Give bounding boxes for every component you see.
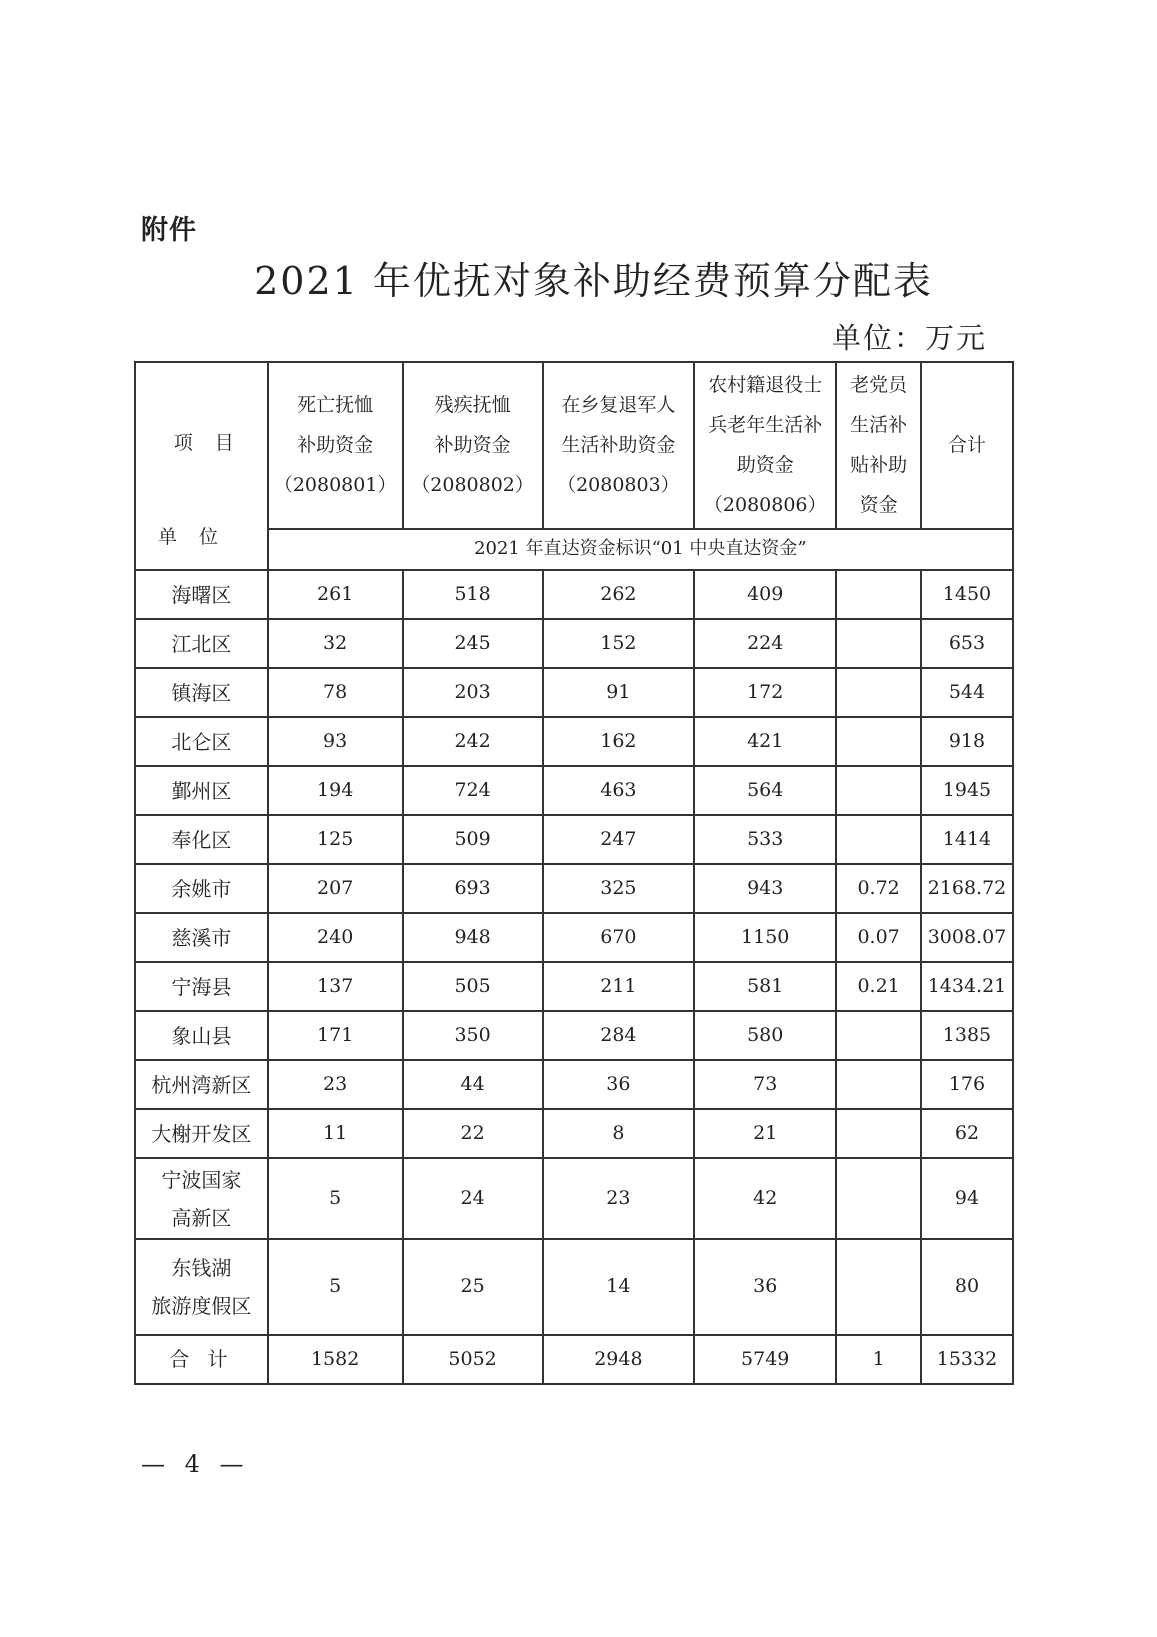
row-value-cell: 1414 <box>921 815 1013 864</box>
row-value-cell: 948 <box>403 913 543 962</box>
row-unit-name <box>135 1011 268 1060</box>
row-value-cell <box>836 668 921 717</box>
total-value-cell: 2948 <box>543 1335 695 1384</box>
row-value-cell: 171 <box>268 1011 403 1060</box>
col-header-line: （2080802） <box>411 474 534 497</box>
col-header-veteran <box>543 362 695 529</box>
row-value-cell: 1385 <box>921 1011 1013 1060</box>
row-value-cell <box>836 766 921 815</box>
col-header-line: （2080801） <box>273 474 397 497</box>
row-value-cell: 93 <box>268 717 403 766</box>
row-unit-name <box>135 766 268 815</box>
row-value-cell: 91 <box>543 668 695 717</box>
row-value-cell: 22 <box>403 1109 543 1158</box>
row-value-cell: 325 <box>543 864 695 913</box>
row-value-cell <box>836 1239 921 1335</box>
page-title: 2021 年优抚对象补助经费预算分配表 <box>254 259 933 303</box>
row-value-cell: 73 <box>694 1060 836 1109</box>
row-value-cell: 224 <box>694 619 836 668</box>
row-value-cell: 242 <box>403 717 543 766</box>
row-value-cell: 580 <box>694 1011 836 1060</box>
row-value-cell: 207 <box>268 864 403 913</box>
table-row <box>135 619 1013 668</box>
row-unit-name <box>135 570 268 619</box>
row-unit-name-line: 高新区 <box>171 1205 232 1230</box>
row-value-cell: 1434.21 <box>921 962 1013 1011</box>
table-row <box>135 1109 1013 1158</box>
row-unit-name-line: 海曙区 <box>171 582 232 607</box>
row-unit-name <box>135 1109 268 1158</box>
row-value-cell: 125 <box>268 815 403 864</box>
row-value-cell <box>836 1109 921 1158</box>
row-value-cell <box>836 1060 921 1109</box>
col-header-line: 补助资金 <box>297 434 374 457</box>
row-unit-name-line: 鄞州区 <box>171 778 232 803</box>
table-row <box>135 1011 1013 1060</box>
col-header-death <box>268 362 403 529</box>
row-unit-name-line: 象山县 <box>171 1023 232 1048</box>
row-value-cell: 137 <box>268 962 403 1011</box>
row-value-cell: 25 <box>403 1239 543 1335</box>
row-value-cell: 350 <box>403 1011 543 1060</box>
row-unit-name-line: 镇海区 <box>171 680 232 705</box>
row-value-cell: 32 <box>268 619 403 668</box>
row-value-cell <box>836 1158 921 1239</box>
row-unit-name <box>135 619 268 668</box>
corner-top-label: 项 目 <box>173 432 242 454</box>
row-unit-name-line: 奉化区 <box>171 827 232 852</box>
row-value-cell: 409 <box>694 570 836 619</box>
row-value-cell: 1450 <box>921 570 1013 619</box>
row-value-cell: 1150 <box>694 913 836 962</box>
row-unit-name-line: 旅游度假区 <box>151 1294 252 1318</box>
col-header-line: 在乡复退军人 <box>561 394 676 417</box>
col-header-disability <box>403 362 543 529</box>
table-row <box>135 1239 1013 1335</box>
row-value-cell: 0.72 <box>836 864 921 913</box>
row-value-cell: 240 <box>268 913 403 962</box>
row-unit-name-line: 宁波国家 <box>161 1167 242 1192</box>
row-value-cell: 78 <box>268 668 403 717</box>
row-unit-name <box>135 864 268 913</box>
table-row <box>135 864 1013 913</box>
col-header-line: 残疾抚恤 <box>434 394 511 417</box>
row-value-cell: 284 <box>543 1011 695 1060</box>
row-unit-name <box>135 1239 268 1335</box>
corner-header <box>135 362 268 570</box>
row-value-cell: 23 <box>268 1060 403 1109</box>
row-value-cell: 0.07 <box>836 913 921 962</box>
row-value-cell: 261 <box>268 570 403 619</box>
total-value-cell: 1582 <box>268 1335 403 1384</box>
col-header-line: 生活补 <box>850 414 908 437</box>
row-value-cell: 8 <box>543 1109 695 1158</box>
row-value-cell <box>836 717 921 766</box>
col-header-line: （2080803） <box>557 474 680 497</box>
col-header-line: （2080806） <box>703 494 827 517</box>
row-value-cell: 544 <box>921 668 1013 717</box>
row-value-cell: 509 <box>403 815 543 864</box>
table-row <box>135 815 1013 864</box>
row-unit-name <box>135 668 268 717</box>
row-value-cell: 194 <box>268 766 403 815</box>
row-value-cell: 533 <box>694 815 836 864</box>
col-header-old-party-member <box>836 362 921 529</box>
table-row <box>135 1060 1013 1109</box>
row-value-cell: 36 <box>694 1239 836 1335</box>
row-value-cell <box>836 815 921 864</box>
col-header-line: 农村籍退役士 <box>708 374 823 397</box>
col-header-total <box>921 362 1013 529</box>
col-header-line: 老党员 <box>850 374 908 397</box>
row-value-cell: 44 <box>403 1060 543 1109</box>
table-row <box>135 570 1013 619</box>
row-value-cell: 918 <box>921 717 1013 766</box>
row-unit-name <box>135 913 268 962</box>
row-value-cell: 42 <box>694 1158 836 1239</box>
row-value-cell: 176 <box>921 1060 1013 1109</box>
row-value-cell: 21 <box>694 1109 836 1158</box>
row-value-cell: 62 <box>921 1109 1013 1158</box>
row-value-cell: 5 <box>268 1239 403 1335</box>
row-value-cell: 247 <box>543 815 695 864</box>
row-value-cell <box>836 619 921 668</box>
row-unit-name-line: 大榭开发区 <box>151 1121 252 1146</box>
page-number: — 4 — <box>141 1450 250 1478</box>
col-header-line: 生活补助资金 <box>561 434 676 457</box>
unit-label: 单位：万元 <box>831 321 987 355</box>
row-value-cell: 80 <box>921 1239 1013 1335</box>
total-value-cell: 5052 <box>403 1335 543 1384</box>
row-value-cell: 14 <box>543 1239 695 1335</box>
total-value-cell: 15332 <box>921 1335 1013 1384</box>
row-value-cell: 24 <box>403 1158 543 1239</box>
row-value-cell: 670 <box>543 913 695 962</box>
attachment-label: 附件 <box>141 215 197 246</box>
row-value-cell: 203 <box>403 668 543 717</box>
row-value-cell: 11 <box>268 1109 403 1158</box>
table-row <box>135 913 1013 962</box>
row-value-cell: 152 <box>543 619 695 668</box>
corner-bottom-label: 单 位 <box>158 526 227 548</box>
col-header-line: 死亡抚恤 <box>297 394 374 417</box>
total-row <box>135 1335 1013 1384</box>
row-value-cell: 2168.72 <box>921 864 1013 913</box>
fund-marker: 2021 年直达资金标识“01 中央直达资金” <box>268 529 1013 570</box>
row-value-cell <box>836 1011 921 1060</box>
row-value-cell: 943 <box>694 864 836 913</box>
row-value-cell: 5 <box>268 1158 403 1239</box>
row-unit-name <box>135 717 268 766</box>
row-value-cell: 36 <box>543 1060 695 1109</box>
row-value-cell: 693 <box>403 864 543 913</box>
row-value-cell: 162 <box>543 717 695 766</box>
row-value-cell: 23 <box>543 1158 695 1239</box>
row-unit-name <box>135 962 268 1011</box>
table-row <box>135 962 1013 1011</box>
row-unit-name-line: 江北区 <box>171 631 232 656</box>
row-value-cell: 172 <box>694 668 836 717</box>
col-header-rural-veteran <box>694 362 836 529</box>
total-label: 合 计 <box>135 1335 268 1384</box>
row-value-cell: 3008.07 <box>921 913 1013 962</box>
table-row <box>135 766 1013 815</box>
row-unit-name-line: 北仑区 <box>171 729 232 754</box>
row-value-cell <box>836 570 921 619</box>
row-unit-name <box>135 1158 268 1239</box>
table-row <box>135 717 1013 766</box>
row-unit-name <box>135 815 268 864</box>
col-header-line: 资金 <box>859 494 898 517</box>
col-header-line: 补助资金 <box>434 434 511 457</box>
row-unit-name <box>135 1060 268 1109</box>
budget-table <box>134 361 1014 1385</box>
col-header-line: 合计 <box>947 434 986 457</box>
row-value-cell: 421 <box>694 717 836 766</box>
row-unit-name-line: 慈溪市 <box>171 925 232 950</box>
row-value-cell: 518 <box>403 570 543 619</box>
total-value-cell: 1 <box>836 1335 921 1384</box>
col-header-line: 贴补助 <box>850 454 908 477</box>
table-row <box>135 668 1013 717</box>
row-value-cell: 724 <box>403 766 543 815</box>
row-unit-name-line: 东钱湖 <box>171 1256 232 1280</box>
row-value-cell: 1945 <box>921 766 1013 815</box>
row-unit-name-line: 宁海县 <box>171 974 232 999</box>
row-value-cell: 245 <box>403 619 543 668</box>
row-value-cell: 463 <box>543 766 695 815</box>
row-value-cell: 653 <box>921 619 1013 668</box>
row-value-cell: 581 <box>694 962 836 1011</box>
col-header-line: 助资金 <box>736 454 794 477</box>
table-row <box>135 1158 1013 1239</box>
row-unit-name-line: 杭州湾新区 <box>151 1072 252 1097</box>
col-header-line: 兵老年生活补 <box>708 414 823 437</box>
row-value-cell: 505 <box>403 962 543 1011</box>
row-value-cell: 564 <box>694 766 836 815</box>
row-value-cell: 94 <box>921 1158 1013 1239</box>
row-unit-name-line: 余姚市 <box>171 876 232 901</box>
row-value-cell: 211 <box>543 962 695 1011</box>
total-value-cell: 5749 <box>694 1335 836 1384</box>
row-value-cell: 262 <box>543 570 695 619</box>
row-value-cell: 0.21 <box>836 962 921 1011</box>
